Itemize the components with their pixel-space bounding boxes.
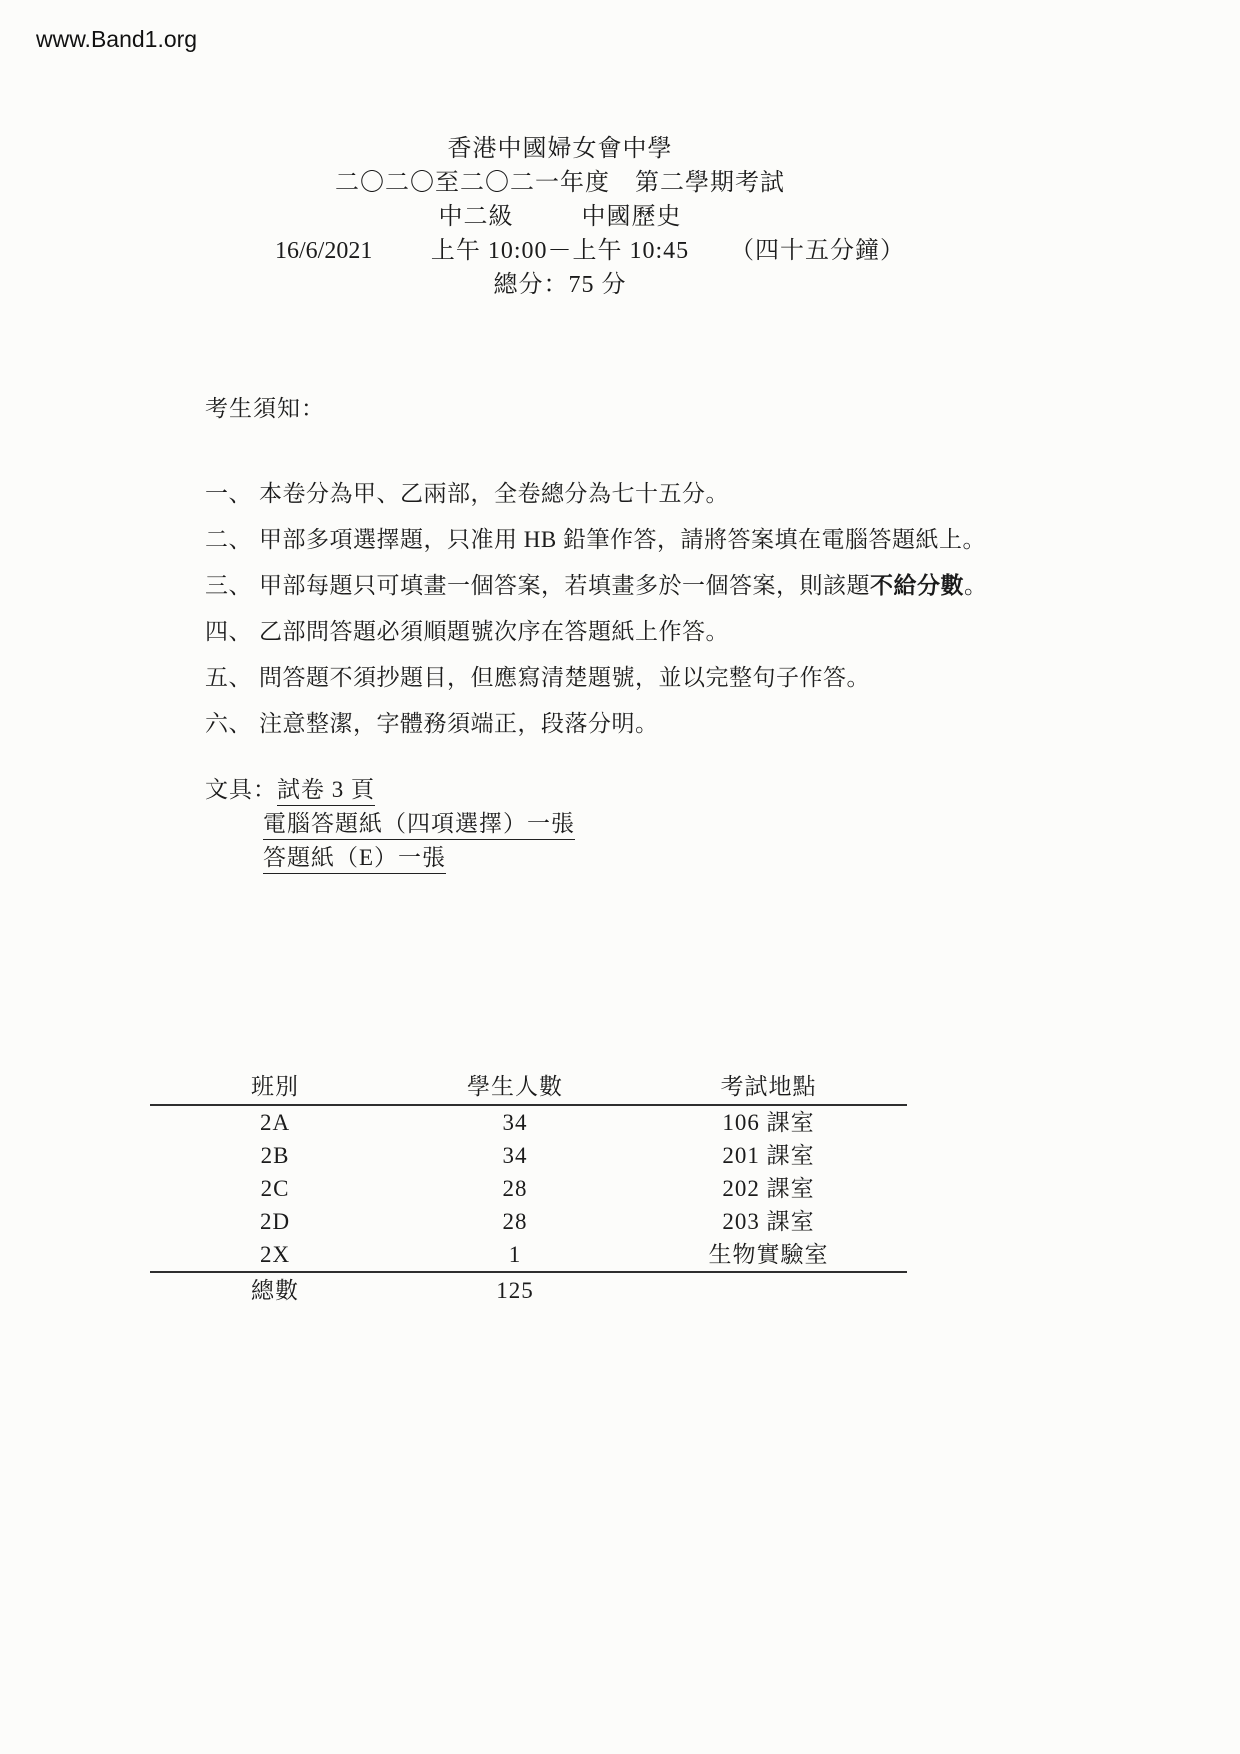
cell-venue: 106 課室 (722, 1110, 815, 1135)
total-label: 總數 (251, 1278, 299, 1303)
cell-students: 34 (502, 1143, 528, 1168)
note-item-5 (205, 664, 1105, 691)
stationery-line-1 (205, 775, 575, 809)
exam-title: 二〇二〇至二〇二一年度 第二學期考試 (335, 170, 785, 196)
cell-class: 2B (260, 1143, 290, 1168)
stationery-line-3 (205, 843, 575, 877)
note-text: 本卷分為甲、乙兩部，全卷總分為七十五分。 (259, 481, 729, 506)
cell-class: 2C (260, 1176, 290, 1201)
note-number: 六、 (205, 711, 252, 736)
note-text-plain: 甲部每題只可填畫一個答案，若填畫多於一個答案，則該題 (259, 573, 870, 598)
stationery-item: 答題紙（E）一張 (263, 844, 446, 874)
table-row (150, 1205, 907, 1238)
note-number: 三、 (205, 573, 252, 598)
exam-date: 16/6/2021 (275, 238, 373, 264)
note-item-1 (205, 480, 1105, 507)
total-venue-empty (630, 1273, 907, 1309)
note-number: 一、 (205, 481, 252, 506)
cell-venue: 202 課室 (722, 1176, 815, 1201)
class-subject-line (0, 200, 1120, 234)
total-score: 總分：75 分 (493, 272, 627, 298)
cell-venue: 201 課室 (722, 1143, 815, 1168)
exam-duration: （四十五分鐘） (730, 238, 905, 264)
note-item-3 (205, 572, 1105, 599)
cell-class: 2A (259, 1110, 291, 1135)
candidate-notes (205, 395, 1105, 756)
note-item-6 (205, 710, 1105, 737)
cell-venue: 生物實驗室 (708, 1242, 829, 1267)
stationery-item: 試卷 3 頁 (277, 776, 375, 806)
note-item-4 (205, 618, 1105, 645)
cell-class: 2X (259, 1242, 291, 1267)
notes-title: 考生須知： (205, 396, 325, 421)
subject-name: 中國歷史 (581, 204, 682, 230)
table-row (150, 1172, 907, 1205)
table-header-row (150, 1072, 907, 1106)
watermark: www.Band1.org (36, 26, 198, 52)
cell-students: 28 (502, 1176, 528, 1201)
table-total-row (150, 1273, 907, 1309)
class-level: 中二級 (438, 204, 514, 230)
column-header-class: 班別 (251, 1074, 299, 1099)
column-header-venue: 考試地點 (720, 1074, 817, 1099)
table-body (150, 1106, 907, 1273)
note-text: 甲部多項選擇題，只准用 HB 鉛筆作答，請將答案填在電腦答題紙上。 (259, 527, 986, 552)
cell-students: 28 (502, 1209, 528, 1234)
date-time-line (0, 234, 1120, 268)
note-text (259, 572, 988, 599)
class-allocation-table (150, 1072, 907, 1309)
exam-time: 上午 10:00－上午 10:45 (430, 238, 690, 264)
table-row (150, 1238, 907, 1271)
cell-venue: 203 課室 (722, 1209, 815, 1234)
note-number: 二、 (205, 527, 252, 552)
note-text-suffix: 。 (964, 573, 988, 598)
stationery-label: 文具： (205, 777, 277, 802)
note-number: 五、 (205, 665, 252, 690)
total-value: 125 (496, 1278, 534, 1303)
stationery-item: 電腦答題紙（四項選擇）一張 (263, 810, 575, 840)
column-header-students: 學生人數 (467, 1074, 563, 1099)
exam-header (0, 132, 1120, 302)
note-text: 乙部問答題必須順題號次序在答題紙上作答。 (259, 619, 729, 644)
note-text: 問答題不須抄題目，但應寫清楚題號，並以完整句子作答。 (259, 665, 870, 690)
cell-students: 34 (502, 1110, 528, 1135)
note-text: 注意整潔，字體務須端正，段落分明。 (259, 711, 659, 736)
note-item-2 (205, 526, 1105, 553)
table-row (150, 1139, 907, 1172)
stationery-section (205, 775, 575, 877)
note-text-bold: 不給分數 (870, 573, 964, 598)
cell-class: 2D (259, 1209, 291, 1234)
table-row (150, 1106, 907, 1139)
stationery-line-2 (205, 809, 575, 843)
school-name: 香港中國婦女會中學 (447, 136, 673, 162)
cell-students: 1 (508, 1242, 522, 1267)
note-number: 四、 (205, 619, 252, 644)
